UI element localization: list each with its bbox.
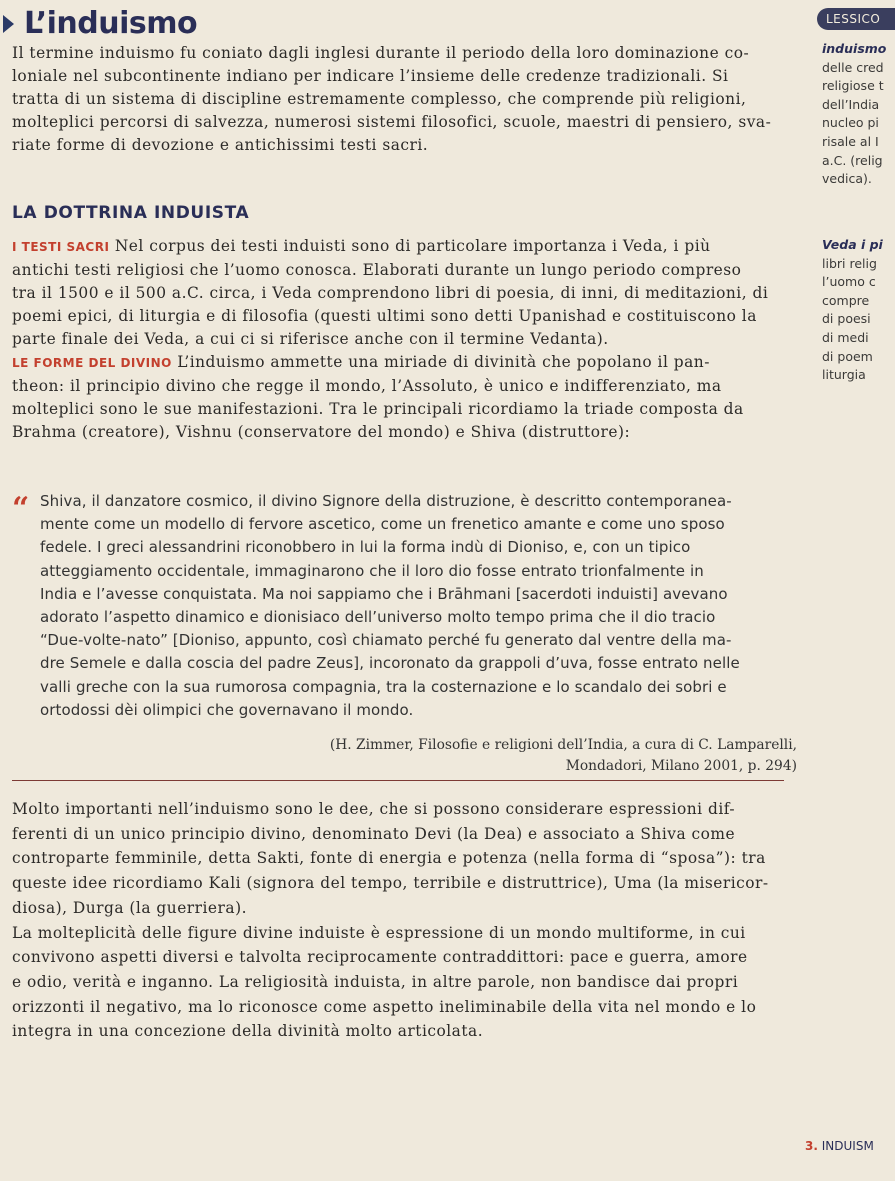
text-line: e odio, verità e inganno. La religiosità induista, in altre parole, non bandisce dai propri: [12, 972, 739, 991]
quote-line: India e l’avesse conquistata. Ma noi sappiamo che i Brāhmani [sacerdoti induisti] avevano: [40, 584, 728, 603]
text-line: Molto importanti nell’induismo sono le dee, che si possono considerare espressioni dif-: [12, 800, 736, 818]
quote-line: ortodossi dèi olimpici che governavano il mondo.: [40, 700, 414, 719]
text-line: orizzonti il negativo, ma lo riconosce come aspetto ineliminabile della vita nel mondo e lo: [12, 997, 757, 1016]
quote-block: [40, 490, 800, 722]
text-line: diosa), Durga (la guerriera).: [12, 898, 247, 917]
quote-line: valli greche con la sua rumorosa compagnia, tra la costernazione e lo scandalo dei sobri e: [40, 677, 727, 696]
divider: [12, 780, 784, 781]
text-line: controparte femminile, detta Sakti, fonte di energia e potenza (nella forma di “sposa”): tra: [12, 849, 766, 868]
paragraph-label: I TESTI SACRI: [12, 240, 110, 254]
text-line: molteplici sono le sue manifestazioni. Tra le principali ricordiamo la triade composta da: [12, 400, 744, 418]
text-line: Brahma (creatore), Vishnu (conservatore del mondo) e Shiva (distruttore):: [12, 423, 631, 441]
text-line: tratta di un sistema di discipline estremamente complesso, che comprende più religioni,: [12, 90, 747, 108]
text-line: tra il 1500 e il 500 a.C. circa, i Veda comprendono libri di poesia, di inni, di meditazioni, di: [12, 284, 769, 302]
quote-line: adorato l’aspetto dinamico e dionisiaco dell’universo molto tempo prima che il dio tracio: [40, 608, 716, 627]
testi-sacri-paragraph: [12, 235, 802, 351]
lessico-badge: LESSICO: [817, 8, 895, 30]
title-marker-icon: [3, 15, 14, 33]
lessico-line: di medi: [822, 329, 869, 345]
text-line: loniale nel subcontinente indiano per indicare l’insieme delle credenze tradizionali. Si: [12, 67, 729, 85]
text-line: riate forme di devozione e antichissimi testi sacri.: [12, 136, 429, 154]
paragraph-label: LE FORME DEL DIVINO: [12, 356, 172, 370]
quote-line: “Due-volte-nato” [Dioniso, appunto, così chiamato perché fu generato dal ventre della ma-: [40, 631, 732, 650]
text-line: Il termine induismo fu coniato dagli inglesi durante il periodo della loro dominazione co-: [12, 44, 750, 62]
lessico-line: dell’India: [822, 96, 880, 112]
text-line: L’induismo ammette una miriade di divinità che popolano il pan-: [177, 353, 710, 371]
text-line: ferenti di un unico principio divino, denominato Devi (la Dea) e associato a Shiva come: [12, 824, 736, 843]
lessico-entry-veda: [822, 236, 895, 385]
text-line: La molteplicità delle figure divine induiste è espressione di un mondo multiforme, in cui: [12, 923, 746, 942]
quote-line: atteggiamento occidentale, immaginarono che il loro dio fosse entrato trionfalmente in: [40, 561, 704, 580]
quote-line: mente come un modello di fervore ascetico, come un frenetico amante e come uno sposo: [40, 515, 725, 534]
chapter-number: 3.: [805, 1139, 818, 1153]
lessico-line: risale al I: [822, 133, 879, 149]
lessico-line: liturgia: [822, 367, 866, 383]
text-line: theon: il principio divino che regge il mondo, l’Assoluto, è unico e indifferenziato, ma: [12, 377, 722, 395]
lessico-line: libri relig: [822, 255, 877, 271]
lessico-line: di poesi: [822, 311, 871, 327]
lessico-entry-head: Veda i pi: [822, 237, 883, 252]
quote-line: fedele. I greci alessandrini riconobbero in lui la forma indù di Dioniso, e, con un tipico: [40, 538, 691, 557]
lessico-entry-induismo: [822, 40, 895, 189]
text-line: parte finale dei Veda, a cui ci si riferisce anche con il termine Vedanta).: [12, 330, 609, 348]
lessico-line: delle cred: [822, 59, 884, 75]
lessico-entry-head: induismo: [822, 41, 887, 56]
lessico-line: vedica).: [822, 171, 872, 187]
text-line: poemi epici, di liturgia e di filosofia (questi ultimi sono detti Upanishad e costituiscono la: [12, 307, 757, 325]
lessico-line: religiose t: [822, 78, 884, 94]
closing-paragraph: [12, 797, 802, 1044]
page-footer: [805, 1139, 874, 1153]
forme-divino-paragraph: [12, 351, 802, 444]
lessico-line: compre: [822, 292, 870, 308]
lessico-line: di poem: [822, 348, 873, 364]
page-title: L’induismo: [24, 6, 198, 41]
quote-line: Shiva, il danzatore cosmico, il divino Signore della distruzione, è descritto contemporanea-: [40, 492, 732, 510]
text-line: integra in una concezione della divinità molto articolata.: [12, 1022, 484, 1041]
source-line: (H. Zimmer, Filosofie e religioni dell’India, a cura di C. Lamparelli,: [329, 737, 797, 753]
text-line: antichi testi religiosi che l’uomo conosca. Elaborati durante un lungo periodo compreso: [12, 261, 742, 279]
lessico-line: l’uomo c: [822, 274, 876, 290]
lessico-line: a.C. (relig: [822, 152, 883, 168]
quote-mark-icon: “: [12, 491, 30, 526]
text-line: queste idee ricordiamo Kali (signora del tempo, terribile e distruttrice), Uma (la misericor-: [12, 874, 769, 893]
chapter-label: INDUISM: [821, 1139, 874, 1153]
quote-source: [330, 735, 797, 777]
source-line: Mondadori, Milano 2001, p. 294): [565, 758, 797, 774]
text-line: convivono aspetti diversi e talvolta reciprocamente contraddittori: pace e guerra, amore: [12, 948, 748, 967]
section-heading: LA DOTTRINA INDUISTA: [12, 203, 250, 223]
text-line: Nel corpus dei testi induisti sono di particolare importanza i Veda, i più: [114, 237, 711, 255]
intro-paragraph: [12, 42, 802, 157]
text-line: molteplici percorsi di salvezza, numerosi sistemi filosofici, scuole, maestri di pensiero, sva-: [12, 113, 772, 131]
quote-line: dre Semele e dalla coscia del padre Zeus], incoronato da grappoli d’uva, fosse entrato nelle: [40, 654, 740, 673]
lessico-line: nucleo pi: [822, 115, 879, 131]
